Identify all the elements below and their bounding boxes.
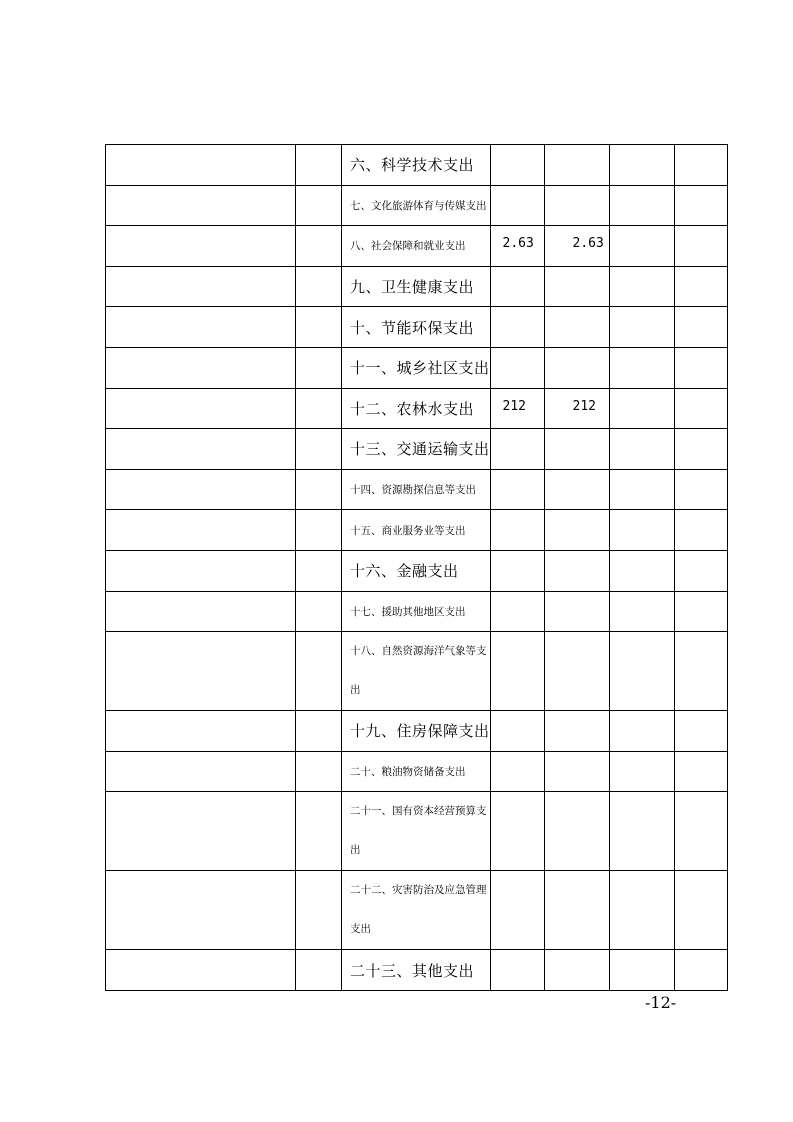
blank-cell [674, 632, 727, 711]
category-cell: 九、卫生健康支出 [342, 266, 491, 307]
blank-cell [106, 591, 296, 632]
category-cell: 八、社会保障和就业支出 [342, 226, 491, 267]
amount-cell [544, 751, 609, 792]
amount-cell [490, 145, 544, 186]
table-row [106, 711, 728, 752]
table-row [106, 226, 728, 267]
amount-cell [544, 591, 609, 632]
blank-cell [674, 226, 727, 267]
blank-cell [106, 145, 296, 186]
amount-cell [544, 950, 609, 991]
blank-cell [674, 950, 727, 991]
category-cell: 二十二、灾害防治及应急管理支出 [342, 871, 491, 950]
amount-cell [544, 145, 609, 186]
amount-cell [490, 266, 544, 307]
blank-cell [674, 266, 727, 307]
category-cell: 十一、城乡社区支出 [342, 347, 491, 388]
blank-cell [609, 871, 674, 950]
table-row [106, 429, 728, 470]
category-cell: 十四、资源勘探信息等支出 [342, 469, 491, 510]
amount-cell [544, 510, 609, 551]
amount-cell: 2.63 [490, 226, 544, 267]
blank-cell [609, 226, 674, 267]
table-row [106, 632, 728, 711]
blank-cell [106, 347, 296, 388]
table-row [106, 347, 728, 388]
blank-cell [609, 429, 674, 470]
amount-cell [490, 429, 544, 470]
blank-cell [674, 711, 727, 752]
amount-cell [490, 632, 544, 711]
amount-cell [490, 751, 544, 792]
blank-cell [674, 871, 727, 950]
blank-cell [674, 510, 727, 551]
blank-cell [674, 591, 727, 632]
category-cell: 十二、农林水支出 [342, 388, 491, 429]
blank-cell [106, 711, 296, 752]
category-cell: 十、节能环保支出 [342, 307, 491, 348]
amount-cell [490, 591, 544, 632]
blank-cell [609, 751, 674, 792]
amount-cell: 2.63 [544, 226, 609, 267]
amount-cell [490, 469, 544, 510]
amount-cell [544, 632, 609, 711]
amount-cell [544, 550, 609, 591]
amount-cell [490, 550, 544, 591]
blank-cell [296, 347, 342, 388]
blank-cell [609, 388, 674, 429]
amount-cell [490, 792, 544, 871]
blank-cell [296, 185, 342, 226]
blank-cell [296, 510, 342, 551]
blank-cell [609, 711, 674, 752]
blank-cell [106, 429, 296, 470]
amount-cell [490, 711, 544, 752]
table-row [106, 266, 728, 307]
blank-cell [296, 550, 342, 591]
blank-cell [296, 266, 342, 307]
blank-cell [106, 388, 296, 429]
blank-cell [106, 469, 296, 510]
blank-cell [674, 550, 727, 591]
amount-cell [544, 792, 609, 871]
amount-cell [490, 347, 544, 388]
blank-cell [106, 307, 296, 348]
blank-cell [296, 792, 342, 871]
blank-cell [106, 632, 296, 711]
table-row [106, 388, 728, 429]
category-cell: 二十一、国有资本经营预算支出 [342, 792, 491, 871]
blank-cell [296, 145, 342, 186]
blank-cell [674, 388, 727, 429]
amount-cell [490, 307, 544, 348]
amount-cell [544, 307, 609, 348]
amount-cell [544, 347, 609, 388]
amount-cell [490, 510, 544, 551]
blank-cell [106, 266, 296, 307]
blank-cell [296, 871, 342, 950]
blank-cell [296, 751, 342, 792]
blank-cell [106, 185, 296, 226]
table-row [106, 591, 728, 632]
blank-cell [609, 550, 674, 591]
blank-cell [106, 226, 296, 267]
blank-cell [609, 591, 674, 632]
amount-cell [544, 429, 609, 470]
category-cell: 十五、商业服务业等支出 [342, 510, 491, 551]
blank-cell [106, 950, 296, 991]
amount-cell [544, 266, 609, 307]
blank-cell [296, 388, 342, 429]
table-row [106, 510, 728, 551]
blank-cell [674, 185, 727, 226]
table-row [106, 307, 728, 348]
amount-cell [490, 871, 544, 950]
expenditure-table [105, 144, 728, 991]
amount-cell [544, 711, 609, 752]
blank-cell [609, 950, 674, 991]
category-cell: 十八、自然资源海洋气象等支出 [342, 632, 491, 711]
amount-cell [490, 950, 544, 991]
blank-cell [674, 429, 727, 470]
category-cell: 十六、金融支出 [342, 550, 491, 591]
blank-cell [609, 185, 674, 226]
blank-cell [609, 307, 674, 348]
amount-cell [544, 871, 609, 950]
category-cell: 十九、住房保障支出 [342, 711, 491, 752]
table-row [106, 950, 728, 991]
table-row [106, 751, 728, 792]
blank-cell [609, 632, 674, 711]
blank-cell [674, 307, 727, 348]
blank-cell [609, 469, 674, 510]
blank-cell [296, 632, 342, 711]
blank-cell [106, 792, 296, 871]
blank-cell [106, 751, 296, 792]
blank-cell [296, 711, 342, 752]
page-number: -12- [645, 993, 677, 1012]
blank-cell [674, 347, 727, 388]
blank-cell [106, 871, 296, 950]
amount-cell: 212 [544, 388, 609, 429]
amount-cell [544, 185, 609, 226]
table-row [106, 185, 728, 226]
blank-cell [609, 347, 674, 388]
blank-cell [609, 145, 674, 186]
category-cell: 十七、援助其他地区支出 [342, 591, 491, 632]
table-row [106, 871, 728, 950]
blank-cell [106, 550, 296, 591]
blank-cell [296, 226, 342, 267]
blank-cell [609, 510, 674, 551]
blank-cell [296, 429, 342, 470]
blank-cell [609, 266, 674, 307]
table-row [106, 145, 728, 186]
category-cell: 十三、交通运输支出 [342, 429, 491, 470]
category-cell: 六、科学技术支出 [342, 145, 491, 186]
blank-cell [674, 145, 727, 186]
blank-cell [296, 950, 342, 991]
blank-cell [674, 751, 727, 792]
blank-cell [106, 510, 296, 551]
amount-cell: 212 [490, 388, 544, 429]
category-cell: 二十、粮油物资储备支出 [342, 751, 491, 792]
blank-cell [674, 469, 727, 510]
blank-cell [609, 792, 674, 871]
blank-cell [296, 469, 342, 510]
table-row [106, 469, 728, 510]
blank-cell [674, 792, 727, 871]
blank-cell [296, 307, 342, 348]
table-row [106, 550, 728, 591]
amount-cell [544, 469, 609, 510]
amount-cell [490, 185, 544, 226]
blank-cell [296, 591, 342, 632]
category-cell: 二十三、其他支出 [342, 950, 491, 991]
category-cell: 七、文化旅游体育与传媒支出 [342, 185, 491, 226]
table-row [106, 792, 728, 871]
